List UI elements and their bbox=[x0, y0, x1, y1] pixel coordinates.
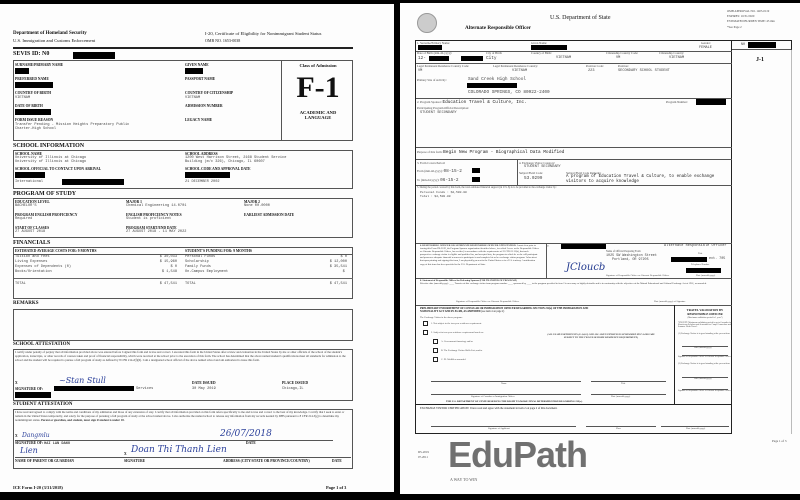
ds-dept: U.S. Department of State bbox=[550, 15, 611, 21]
sevis-prefix: N0 bbox=[741, 43, 746, 47]
preferred-label: PREFERRED NAME bbox=[15, 77, 49, 81]
cob-label: COUNTRY OF BIRTH bbox=[15, 91, 52, 95]
consular-sig-label: Signature of Consular or Immigration Officer bbox=[471, 395, 515, 398]
class-of-admission bbox=[281, 60, 354, 141]
ev-program-label: The Exchange Visitor in the above program: bbox=[420, 316, 463, 319]
country-of-birth: VIETNAM bbox=[15, 96, 31, 100]
remarks-box bbox=[13, 309, 353, 341]
option-2b[interactable]: B. The Exchange Visitor Skills List; and/or bbox=[430, 348, 482, 353]
checkbox[interactable] bbox=[423, 321, 428, 326]
tv1-date: Date (mm-dd-yyyy) bbox=[694, 347, 712, 349]
major1-label: MAJOR 1 bbox=[126, 200, 142, 204]
admission-label: ADMISSION NUMBER bbox=[185, 104, 223, 108]
financials-heading: FINANCIALS bbox=[13, 240, 51, 246]
sign-x: X bbox=[15, 434, 18, 438]
cost-total: TOTAL $ 47,541 bbox=[15, 282, 177, 286]
redaction bbox=[461, 56, 483, 61]
signature-label: SIGNATURE bbox=[124, 459, 146, 463]
student-info-box bbox=[13, 60, 353, 141]
school-attestation-heading: SCHOOL ATTESTATION bbox=[13, 342, 71, 347]
sponsor: 2. Program Sponsor: Education Travel & Culture, Inc. bbox=[417, 100, 527, 105]
place-label: Place bbox=[616, 427, 622, 430]
legacy-label: LEGACY NAME bbox=[185, 118, 213, 122]
funding-row: Scholarship $ 12,000 bbox=[185, 260, 347, 264]
student-attestation-text: I have read and agreed to comply with the terms and conditions of my admission and those of any extension of stay. I certify that all information provided on this form refers specifically to me and is true and correct to the best of my knowledge. I certify that I seek to enter or remain in the United States temporarily, and solely for the purpose of pursuing a full program of study at the school named above. I also authorize the named school to release any information from my records needed by DHS pursuant to 8 CFR 214.3(g) to determine my nonimmigrant status. Parent or guardian, and student, must sign if student is under 18. bbox=[15, 410, 345, 422]
edu-label: EDUCATION LEVEL bbox=[15, 200, 50, 204]
checkbox[interactable] bbox=[433, 348, 438, 353]
ro-title: Alternate Responsible Officer bbox=[664, 244, 727, 248]
parent-signature-2: Doan Thi Thanh Lien bbox=[131, 445, 227, 455]
major2: None 00.0000 bbox=[244, 204, 270, 208]
sign-x: X bbox=[124, 452, 127, 456]
ds-surname-label: 1. Surname/Primary Name: bbox=[417, 41, 450, 45]
state-department-seal-icon bbox=[417, 13, 437, 33]
program-number-label: Program Number: bbox=[666, 100, 688, 104]
ro-sig-label: Signature of Responsible Officer or Alternate Responsible Officer bbox=[606, 273, 670, 277]
subagency: U.S. Immigration and Customs Enforcement bbox=[13, 38, 96, 43]
student-attestation-box bbox=[13, 409, 353, 469]
school-attestation-box bbox=[13, 349, 353, 401]
pos-code: 223 bbox=[588, 69, 595, 73]
ds2019-form-page bbox=[400, 3, 800, 494]
desc-label: Participating Program Official Description: bbox=[417, 106, 470, 110]
applicant-date-label: Date (mm-dd-yyyy) bbox=[686, 427, 706, 430]
ds-cob-label: Country of Birth: bbox=[531, 51, 552, 55]
title-label: Title bbox=[698, 252, 703, 255]
redaction bbox=[62, 179, 124, 185]
funding-label: 5. During the period covered by this form, the total estimated financial support (in U.S. $) is to be provided to the exchange visitor by: bbox=[417, 186, 557, 189]
school-code-label: SCHOOL CODE AND APPROVAL DATE bbox=[185, 167, 251, 171]
redaction bbox=[696, 99, 726, 105]
official: International bbox=[15, 180, 44, 184]
ds-form-id: DS-2019 07-2011 bbox=[418, 450, 429, 459]
ro-signature: JCloucb bbox=[566, 262, 606, 273]
cit-code-label: Citizenship Country Code: bbox=[606, 51, 639, 55]
form-title: I-20, Certificate of Eligibility for Nonimmigrant Student Status bbox=[205, 31, 322, 36]
to-date: To (mm-dd-yyyy): 06-15-2 bbox=[417, 178, 459, 183]
official-address2: Portland, OR 97205 bbox=[612, 258, 649, 262]
redaction bbox=[472, 177, 480, 182]
applicant-sig-label: Signature of Applicant bbox=[488, 427, 510, 430]
funding-row: Family Funds $ 35,541 bbox=[185, 265, 347, 269]
approval-date: 21 DECEMBER 2002 bbox=[185, 180, 220, 184]
subject-label: Subject/Field Code: bbox=[519, 171, 543, 175]
travel-except: *EXCEPT: Maximum validation period is up to 6 months for Short-term Scholars and 4 months for Camp Counselors and Summer Work Travel. bbox=[678, 322, 732, 328]
redaction bbox=[15, 392, 51, 398]
student-attestation-heading: STUDENT ATTESTATION bbox=[13, 402, 73, 407]
period-label: 3. Form Covers Period: bbox=[417, 161, 446, 165]
omb-block: OMB APPROVAL NO. 1405-0119 EXPIRES: 10/31/2020 ESTIMATED BURDEN TIME: 45 min *See Page 2 bbox=[727, 9, 775, 29]
lpr: VIETNAM bbox=[512, 69, 528, 73]
school-address-label: SCHOOL ADDRESS bbox=[185, 152, 218, 156]
redaction bbox=[15, 82, 53, 88]
footer-form-id: ICE Form I-20 (3/31/2018) bbox=[13, 485, 63, 490]
class-desc: ACADEMIC AND LANGUAGE bbox=[299, 110, 337, 120]
reason-label: FORM ISSUE REASON bbox=[15, 118, 54, 122]
site-city: COLORADO SPRINGS, CO 80922-2400 bbox=[468, 90, 550, 95]
option-1[interactable]: 1. Not subject to the two-year residence requirement. bbox=[420, 321, 482, 326]
personal-funds: Personal Funds : $2,500.00 bbox=[420, 191, 467, 194]
sevis-id: SEVIS ID: N0 bbox=[13, 51, 50, 57]
ro-attestation: 6. RESPONSIBLE OFFICER OR ALTERNATE RESPONSIBLE OFFICER ATTESTATION: I must clear prior to issuing this Form DS-2019, the Program Sponsor organization identified above, for which I serve as the Responsible Officer or Alternate Responsible Officer, has verified, in accordance with the requirements of 22 CFR 62.12(b), that such prospective exchange visitor is eligible and qualified for, and accepted into, the program to which he or she will participate and possesses adequate financial resources to participate in and complete his or her exchange visitor program. I also attest that upon printing and signing this form, I am physically present in the United States or in a U.S. territory. A notification copy of this form has been provided to the U.S. Department of State. bbox=[420, 244, 540, 266]
ds-title: Alternate Responsible Officer bbox=[465, 25, 531, 31]
edu-level: BACHELOR'S bbox=[15, 204, 37, 208]
funding-row: Personal Funds $ 0 bbox=[185, 255, 347, 259]
ev-certification: EXCHANGE VISITOR CERTIFICATION: I have read and agree with the statement in item 2 on page 2 of this document. bbox=[420, 407, 558, 410]
redaction bbox=[185, 68, 203, 74]
school-info-box bbox=[13, 150, 353, 189]
ds-page: Page 1 of 3 bbox=[772, 439, 787, 443]
desc: STUDENT SECONDARY bbox=[420, 111, 457, 115]
redaction bbox=[748, 42, 776, 48]
ro-date-label: Date (mm-dd-yyyy) bbox=[696, 274, 716, 277]
date-label: DATE bbox=[246, 441, 256, 445]
funding-list bbox=[185, 255, 347, 275]
cost-row: Tuition and Fees $ 30,033 bbox=[15, 255, 177, 259]
redaction bbox=[561, 244, 606, 249]
cost-row: Living Expenses $ 15,960 bbox=[15, 260, 177, 264]
eng-label: PROGRAM ENGLISH PROFICIENCY bbox=[15, 213, 78, 217]
site-label: Primary Site of Activity: bbox=[417, 78, 447, 82]
start-date: 27 AUGUST 2018 bbox=[15, 230, 46, 234]
passport-label: PASSPORT NAME bbox=[185, 77, 216, 81]
pos-label: Position: bbox=[618, 64, 629, 68]
total-funds: Total : $2,500.00 bbox=[420, 195, 451, 198]
usaid-note: (ALL USAID PARTICIPANTS (G-1,6,11) AND ALL ALIEN PHYSICIANS SPONSORED BY P-3-0018 ARE SUBJECT TO THE TWO-YEAR HOME RESIDENCE REQUIREMENT.) bbox=[547, 333, 655, 339]
subject-remarks: A program of Education Travel & Culture, to enable exchange visitors to acquire knowledge bbox=[566, 175, 715, 184]
tv2-sig: Signature of Responsible Officer or Alternate Responsible Officer bbox=[678, 390, 731, 392]
date-issued: 30 May 2019 bbox=[192, 387, 216, 391]
checkbox[interactable] bbox=[433, 339, 438, 344]
costs-list bbox=[15, 255, 177, 275]
given-label: GIVEN NAME bbox=[185, 63, 209, 67]
ds-given-label: Given Name: bbox=[531, 41, 548, 45]
redaction bbox=[686, 268, 721, 273]
redaction bbox=[671, 257, 707, 262]
place-issued: Chicago,IL bbox=[282, 387, 304, 391]
lpr-label: Legal Permanent Residence Country: bbox=[493, 64, 538, 68]
school-attestation-text: I certify under penalty of perjury that all information provided above was entered before I signed this form and is true and correct. I executed this form in the United States after review and evaluation in the United States by me or other officials of the school of the student's application, transcripts, or other records of courses taken and proof of financial responsibility, which were received at the school prior to the execution of this form. The school has determined that the above named student's qualifications meet all standards for admission to the school and the student will be required to pursue a full program of study as defined by 8 CFR 214.2(f)(6). I am a designated school official of the above named school and am authorized to issue this form. bbox=[15, 350, 346, 362]
cit-code: VM bbox=[616, 56, 621, 60]
transfer-statement: 8. Statement of Responsible Officer for Releasing Sponsor (FOR TRANSFER OF PROGRAM) Effective date (mm-dd-yyyy): ____ Transfer of this exchange visitor from program number ____ sponsored by ____ to the program specified in item 2 is necessary or highly desirable and is in conformity with the objectives of the Mutual Educational and Cultural Exchange Act of 1961, as amended. bbox=[420, 279, 707, 286]
ds-main-box bbox=[415, 40, 732, 434]
tv1: (1) Exchange Visitor is in good standing at the present time bbox=[678, 333, 730, 335]
costs-label: ESTIMATED AVERAGE COSTS FOR: 9 MONTHS bbox=[15, 249, 97, 253]
from-date: From (mm-dd-yyyy): 08-15-2 bbox=[417, 169, 462, 174]
place-issued-label: PLACE ISSUED bbox=[282, 381, 309, 385]
sig-suffix: Services bbox=[136, 387, 154, 391]
date-issued-label: DATE ISSUED bbox=[192, 381, 216, 385]
transfer-sig-label: Signature of Responsible Officer or Alternate Responsible Officer bbox=[456, 300, 520, 303]
tv2: (2) Exchange Visitor is in good standing at the present time bbox=[678, 363, 730, 365]
position: SECONDARY SCHOOL STUDENT bbox=[618, 69, 670, 73]
official-label: SCHOOL OFFICIAL TO CONTACT UPON ARRIVAL bbox=[15, 167, 102, 171]
phone-label: Telephone Number bbox=[691, 263, 710, 266]
gender: FEMALE bbox=[699, 46, 712, 50]
category: STUDENT SECONDARY bbox=[524, 165, 561, 169]
item7: 7. bbox=[547, 244, 550, 248]
redaction bbox=[54, 386, 134, 391]
start-label: START OF CLASSES bbox=[15, 226, 50, 230]
redaction bbox=[467, 83, 517, 88]
subject-remarks-label: Subject/Field Code Remarks: bbox=[566, 171, 602, 175]
subject-code: 53.0299 bbox=[524, 176, 543, 181]
dob-label: DATE OF BIRTH bbox=[15, 104, 43, 108]
school-info-heading: SCHOOL INFORMATION bbox=[13, 143, 85, 149]
cit: VIETNAM bbox=[669, 56, 685, 60]
title2-label: Title bbox=[621, 382, 626, 385]
dob: 12- bbox=[418, 56, 426, 61]
endorsement-title: PRELIMINARY ENDORSEMENT OF CONSULAR OR IMMIGRATION OFFICER REGARDING SECTION 212(e) OF THE IMMIGRATION AND NATIONALITY ACT AND PL 94-484, AS AMENDED (see item 4 on page 2) bbox=[420, 307, 589, 314]
redaction bbox=[185, 172, 230, 178]
class-label: Class of Admission bbox=[299, 63, 337, 68]
signature-of-label: SIGNATURE OF: bbox=[15, 387, 44, 391]
program-dates: 27 AUGUST 2018 - 11 MAY 2022 bbox=[126, 230, 187, 234]
option-2a[interactable]: A. Government financing; and/or bbox=[430, 339, 473, 344]
redaction bbox=[15, 68, 29, 74]
funding-label: STUDENT'S FUNDING FOR: 9 MONTHS bbox=[185, 249, 252, 253]
student-signature: Dangmlu bbox=[22, 432, 50, 439]
site-name: Sand Creek High School bbox=[468, 77, 526, 82]
eng-notes: Student is proficient bbox=[126, 217, 172, 221]
sign-x: X bbox=[15, 381, 18, 385]
name-label: Name bbox=[501, 382, 507, 385]
program-heading: PROGRAM OF STUDY bbox=[13, 191, 77, 197]
earliest-label: EARLIEST ADMISSION DATE bbox=[244, 213, 295, 217]
program-box bbox=[13, 198, 353, 238]
cit-label: Citizenship Country: bbox=[659, 51, 685, 55]
major1: Chemical Engineering 14.0701 bbox=[126, 204, 187, 208]
major2-label: MAJOR 2 bbox=[244, 200, 260, 204]
reserve-notice: THE U.S. DEPARTMENT OF STATE RESERVES THE RIGHT TO MAKE FINAL DETERMINATION REGARDING 212(e). bbox=[446, 400, 583, 403]
travel-title: TRAVEL VALIDATION BY RESPONSIBLE OFFICER bbox=[686, 308, 724, 316]
transfer-date-label: Date (mm-dd-yyyy) of Signature bbox=[654, 300, 686, 303]
redaction bbox=[531, 45, 567, 50]
watermark-logo: EduPath bbox=[448, 434, 588, 475]
parent-name-label: NAME OF PARENT OR GUARDIAN bbox=[15, 459, 75, 463]
eng-notes-label: ENGLISH PROFICIENCY NOTES bbox=[126, 213, 182, 217]
school-address: 1200 West Harrison Street, 2168 Student Service Building (m/c 326), Chicago, IL 60607 bbox=[185, 156, 287, 164]
redaction bbox=[429, 56, 449, 61]
option-2[interactable]: 2. Subject to two-year residence requirement based on: bbox=[420, 330, 484, 335]
lpr-code-label: Legal Permanent Residence Country Code: bbox=[417, 64, 469, 68]
cost-row: Books/Orientation $ 1,548 bbox=[15, 270, 177, 274]
consular-date-label: Date (mm-dd-yyyy) bbox=[611, 395, 631, 398]
coc-label: COUNTRY OF CITIZENSHIP bbox=[185, 91, 234, 95]
surname-label: SURNAME/PRIMARY NAME bbox=[15, 63, 64, 67]
watermark-tagline: A WAY TO WIN bbox=[450, 477, 478, 482]
funding-row: On-Campus Employment $ bbox=[185, 270, 345, 274]
official-label: Name of Official Preparing Form bbox=[606, 250, 641, 253]
handwritten-date: 26/07/2018 bbox=[220, 429, 272, 439]
school-name-label: SCHOOL NAME bbox=[15, 152, 43, 156]
school-name: University of Illinois at Chicago University of Illinois at Chicago bbox=[15, 156, 87, 164]
date2-label: DATE bbox=[332, 459, 342, 463]
pos-code-label: Position Code: bbox=[586, 64, 604, 68]
dates-label: PROGRAM START/END DATE bbox=[126, 226, 177, 230]
cost-row: Expenses of Dependents (0) $ 0 bbox=[15, 265, 177, 269]
parent-signature: Lien bbox=[20, 446, 38, 455]
redaction bbox=[15, 172, 45, 178]
address-label: ADDRESS (CITY/STATE OR PROVINCE/COUNTRY) bbox=[223, 459, 310, 463]
class-code: F-1 bbox=[296, 71, 340, 104]
ds-side-column bbox=[732, 40, 792, 434]
student-signature-of: SIGNATURE OF: HAI LAN DANG bbox=[15, 441, 70, 446]
fund-total: TOTAL $ 47,541 bbox=[185, 282, 347, 286]
tv1-sig: Signature of Responsible Officer or Alternate Responsible Officer bbox=[678, 356, 731, 358]
redaction bbox=[73, 52, 115, 59]
school-official-signature: ~Stan Stull bbox=[59, 376, 106, 385]
lpr-code: VM bbox=[418, 69, 423, 73]
i20-form-page bbox=[0, 4, 394, 492]
visa-type: J-1 bbox=[756, 57, 764, 63]
dob-label: Date of Birth (mm-dd-yyyy): bbox=[417, 51, 453, 55]
omb-number: OMB NO. 1653-0038 bbox=[205, 38, 241, 43]
ds-cob: VIETNAM bbox=[556, 56, 572, 60]
purpose: Purpose of this form: Begin New Program - Biographical Data Modified bbox=[417, 150, 565, 155]
phone-ext: ext. 705 bbox=[709, 257, 726, 261]
travel-sub: (Maximum validation period is 1 year*) bbox=[687, 317, 723, 319]
country-of-citizenship: VIETNAM bbox=[185, 96, 201, 100]
redaction bbox=[472, 168, 480, 173]
redaction bbox=[15, 109, 51, 115]
redaction bbox=[418, 45, 442, 50]
eng: Required bbox=[15, 217, 33, 221]
form-issue-reason: Transfer Pending - Mission Heights Preparatory Public Charter-High School bbox=[15, 123, 130, 131]
checkbox[interactable] bbox=[433, 357, 438, 362]
city-label: City of Birth: bbox=[486, 51, 503, 55]
gender-label: Gender: bbox=[701, 41, 711, 45]
category-label: 4. Exchange Visitor Category: bbox=[519, 161, 556, 165]
remarks-heading: REMARKS bbox=[13, 301, 39, 306]
city: City bbox=[486, 56, 497, 61]
option-2c[interactable]: C. PL 94-484 as amended bbox=[430, 357, 466, 362]
checkbox[interactable] bbox=[423, 330, 428, 335]
financials-box bbox=[13, 247, 353, 299]
tv2-date: Date (mm-dd-yyyy) bbox=[694, 378, 712, 380]
footer-page: Page 1 of 3 bbox=[326, 485, 347, 490]
agency: Department of Homeland Security bbox=[13, 31, 87, 36]
official-address: 1025 SW Washington Street bbox=[606, 254, 657, 258]
